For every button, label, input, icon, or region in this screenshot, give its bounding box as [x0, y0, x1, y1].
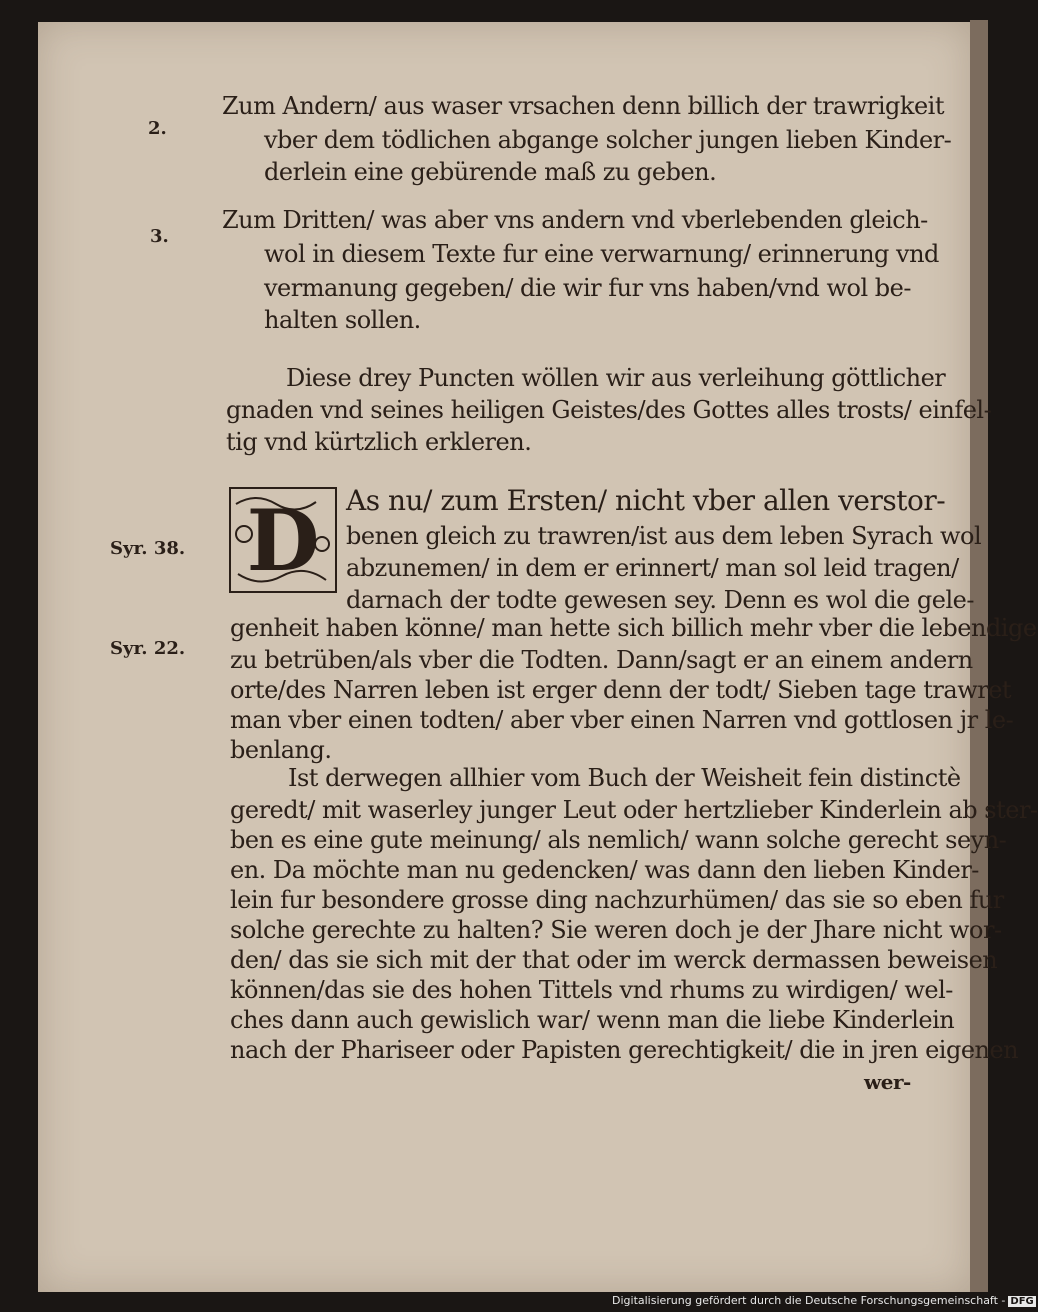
text-line: Ist derwegen allhier vom Buch der Weisheit fein distinctè: [288, 764, 961, 792]
text-line: wol in diesem Texte fur eine verwarnung/ erinnerung vnd: [264, 240, 939, 268]
text-line: abzunemen/ in dem er erinnert/ man sol leid tragen/: [346, 554, 959, 582]
text-line: zu betrüben/als vber die Todten. Dann/sagt er an einem andern: [230, 646, 973, 674]
text-line: vermanung gegeben/ die wir fur vns haben/vnd wol be-: [264, 274, 911, 302]
text-line: derlein eine gebürende maß zu geben.: [264, 158, 717, 186]
text-line: Zum Dritten/ was aber vns andern vnd vberlebenden gleich-: [222, 206, 928, 234]
text-line: ben es eine gute meinung/ als nemlich/ wann solche gerecht seyn-: [230, 826, 1007, 854]
text-line: nach der Phariseer oder Papisten gerechtigkeit/ die in jren eigenen: [230, 1036, 1019, 1064]
text-line: ches dann auch gewislich war/ wenn man die liebe Kinderlein: [230, 1006, 955, 1034]
footer-text: Digitalisierung gefördert durch die Deutsche Forschungsgemeinschaft -: [612, 1294, 1006, 1307]
section-number-2: 2.: [148, 118, 167, 139]
text-line: tig vnd kürtzlich erkleren.: [226, 428, 532, 456]
margin-reference: Syr. 38.: [110, 538, 186, 559]
text-line: man vber einen todten/ aber vber einen Narren vnd gottlosen jr le-: [230, 706, 1014, 734]
dfg-logo: DFG: [1010, 1296, 1034, 1307]
text-line: en. Da möchte man nu gedencken/ was dann den lieben Kinder-: [230, 856, 979, 884]
text-line: As nu/ zum Ersten/ nicht vber allen verstor-: [346, 484, 946, 517]
text-line: solche gerechte zu halten? Sie weren doch je der Jhare nicht wor-: [230, 916, 1002, 944]
text-line: Zum Andern/ aus waser vrsachen denn billich der trawrigkeit: [222, 92, 944, 120]
text-line: geredt/ mit waserley junger Leut oder hertzlieber Kinderlein ab ster-: [230, 796, 1038, 824]
text-line: Diese drey Puncten wöllen wir aus verleihung göttlicher: [286, 364, 946, 392]
text-line: genheit haben könne/ man hette sich billich mehr vber die lebendige: [230, 614, 1037, 642]
text-line: orte/des Narren leben ist erger denn der todt/ Sieben tage trawret: [230, 676, 1012, 704]
text-line: benlang.: [230, 736, 332, 764]
margin-reference: Syr. 22.: [110, 638, 186, 659]
section-number-3: 3.: [150, 226, 169, 247]
text-line: darnach der todte gewesen sey. Denn es wol die gele-: [346, 586, 974, 614]
text-line: den/ das sie sich mit der that oder im werck dermassen beweisen: [230, 946, 998, 974]
text-line: halten sollen.: [264, 306, 421, 334]
decorated-initial: [226, 484, 340, 596]
initial-letter: D: [246, 491, 320, 590]
text-line: vber dem tödlichen abgange solcher jungen lieben Kinder-: [264, 126, 952, 154]
text-line: können/das sie des hohen Tittels vnd rhums zu wirdigen/ wel-: [230, 976, 953, 1004]
digitization-footer: [612, 1294, 1036, 1307]
text-line: lein fur besondere grosse ding nachzurhümen/ das sie so eben fur: [230, 886, 1004, 914]
text-line: gnaden vnd seines heiligen Geistes/des Gottes alles trosts/ einfel-: [226, 396, 992, 424]
text-line: benen gleich zu trawren/ist aus dem leben Syrach wol: [346, 522, 982, 550]
catchword: wer-: [864, 1070, 911, 1094]
